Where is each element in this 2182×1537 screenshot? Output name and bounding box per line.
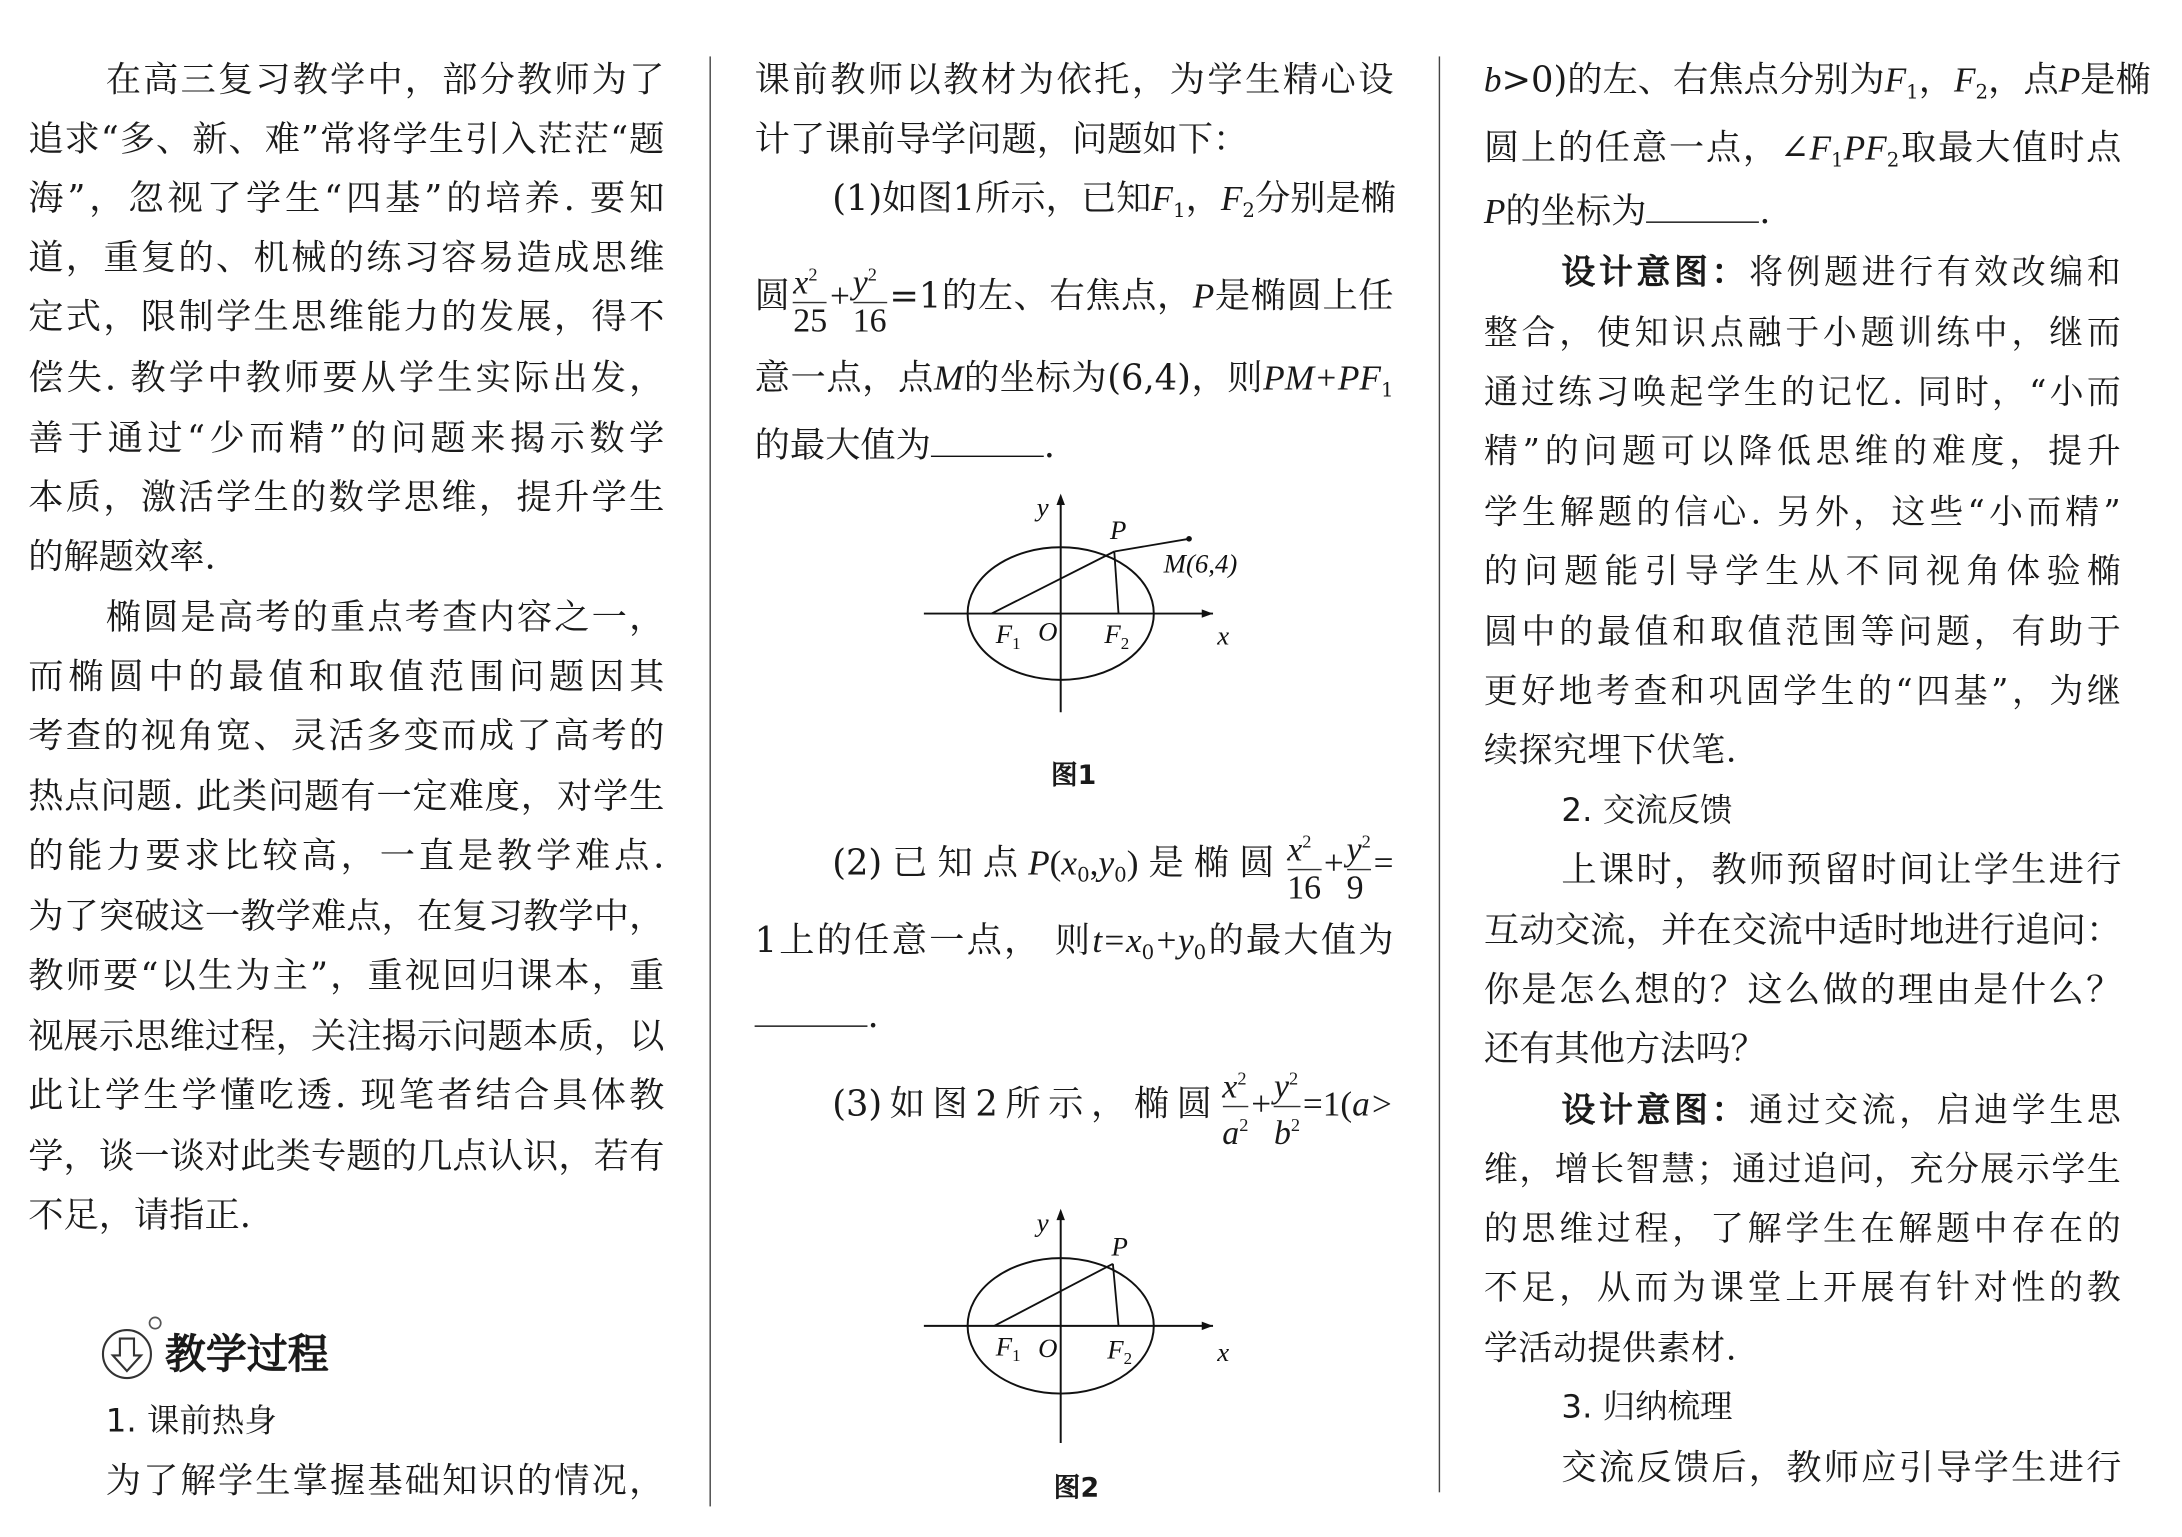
design-intent-line: 整合，使知识点融于小题训练中，继而	[1483, 313, 2122, 353]
math-var: P	[1483, 193, 1506, 232]
y-axis-arrow-icon	[1056, 494, 1064, 505]
text: (1)如图1所示，已知	[832, 177, 1152, 219]
math-var: F	[1865, 129, 1887, 168]
math-var: P	[1192, 277, 1215, 316]
paragraph-line: 在高三复习教学中，部分教师为了	[105, 59, 665, 101]
column-3	[1483, 0, 2151, 1537]
paragraph-line: 课前教师以教材为依托，为学生精心设	[754, 59, 1394, 101]
text: (2)已知点	[832, 842, 1029, 883]
subscript: 0	[1114, 864, 1127, 888]
math-var: F	[1884, 62, 1907, 101]
p-label: P	[1111, 1231, 1128, 1262]
x-axis-arrow-icon	[1202, 609, 1213, 617]
math-var: F	[1954, 62, 1976, 101]
paragraph-line: 善于通过“少而精”的问题来揭示数学	[28, 417, 665, 459]
fraction	[793, 257, 827, 340]
exponent: 2	[1237, 1067, 1247, 1089]
text: 的最大值为	[1206, 919, 1394, 961]
subscript: 2	[1242, 200, 1255, 223]
question-1-line	[832, 169, 1397, 228]
paragraph-line: 海”，忽视了学生“四基”的培养. 要知	[28, 177, 665, 219]
paragraph-line: 的解题效率.	[28, 535, 216, 577]
paragraph-line: 视展示思维过程，关注揭示问题本质，以	[28, 1015, 665, 1057]
paragraph-line: 热点问题. 此类问题有一定难度，对学生	[28, 775, 665, 817]
paragraph-line: 教师要“以生为主”，重视回归课本，重	[28, 954, 665, 996]
question-1-line	[755, 416, 1394, 475]
text: 是椭圆上任	[1214, 275, 1394, 316]
subscript: 1	[1831, 149, 1844, 173]
text: 的坐标为(6,4)，则	[963, 356, 1264, 398]
math-var: P	[1843, 129, 1866, 168]
subscript: 2	[1975, 81, 1989, 105]
origin-label: O	[1038, 616, 1058, 647]
numerator: x	[1222, 1069, 1238, 1106]
text: 取最大值时点	[1899, 126, 2122, 168]
design-intent-line: 精”的问题可以降低思维的难度，提升	[1483, 431, 2122, 472]
fraction	[853, 257, 887, 340]
plus: +	[829, 277, 850, 316]
section-arrow-icon	[96, 1309, 167, 1382]
text: 分别是椭	[1254, 177, 1397, 219]
text: 圆	[754, 275, 791, 316]
text: (3)如图2所示，椭圆	[832, 1083, 1220, 1125]
fraction	[1274, 1061, 1300, 1153]
f1-label: $F_1$	[995, 1331, 1021, 1366]
math-var: F	[1151, 180, 1173, 219]
exponent: 2	[1288, 1067, 1299, 1089]
origin-label: O	[1038, 1332, 1058, 1363]
numerator: y	[852, 265, 868, 302]
math-var: F	[1809, 129, 1832, 168]
paragraph-line: 的能力要求比较高，一直是教学难点.	[28, 835, 665, 876]
exponent: 2	[867, 263, 877, 285]
x-label: x	[1217, 620, 1230, 651]
text: 是椭圆	[1138, 842, 1285, 883]
paragraph-line: 椭圆是高考的重点考查内容之一，	[105, 596, 665, 638]
text: 是椭	[2080, 59, 2151, 101]
math-expr: PM+PF	[1263, 359, 1381, 398]
segment-pf1	[994, 1264, 1112, 1326]
question-1-line	[754, 257, 1394, 340]
design-intent-line	[1561, 243, 2121, 302]
column-2	[754, 0, 1397, 1537]
subscript: 1	[1172, 200, 1186, 223]
paragraph-line: 本质，激活学生的数学思维，提升学生	[28, 476, 665, 518]
f2-label: $F_2$	[1104, 619, 1130, 653]
text: 的坐标为	[1505, 190, 1647, 232]
denominator: a	[1222, 1115, 1240, 1153]
x-label: x	[1217, 1337, 1230, 1368]
paragraph-line: 还有其他方法吗？	[1483, 1028, 1766, 1070]
paragraph-line: 偿失. 教学中教师要从学生实际出发，	[28, 356, 665, 398]
paragraph-line: 为了解学生掌握基础知识的情况，	[105, 1459, 665, 1501]
math-expr: +y	[1154, 922, 1194, 961]
math-expr: t=x	[1092, 922, 1142, 961]
exponent: 2	[1361, 830, 1371, 852]
denominator: 16	[852, 303, 887, 340]
design-intent-line: 的问题能引导学生从不同视角体验椭	[1483, 551, 2122, 591]
fraction	[1222, 1061, 1248, 1153]
text: .	[1759, 190, 1771, 232]
design-intent-line	[1561, 1080, 2121, 1139]
fraction	[1347, 824, 1371, 907]
paragraph-line: 不足，请指正.	[28, 1194, 252, 1236]
denominator: b	[1273, 1115, 1291, 1153]
design-intent-line: 更好地考查和巩固学生的“四基”，为继	[1483, 671, 2122, 711]
denominator: 9	[1347, 869, 1371, 907]
answer-blank	[755, 989, 868, 1027]
text: 圆上的任意一点，∠	[1483, 126, 1810, 168]
figure-2-caption: 图2	[1053, 1472, 1100, 1504]
f2-label: $F_2$	[1107, 1334, 1133, 1368]
figure-2-ellipse-diagram	[910, 1192, 1404, 1460]
question-3-line	[1484, 182, 2122, 241]
denominator: 25	[793, 303, 828, 340]
paragraph-line: 交流反馈后，教师应引导学生进行	[1561, 1447, 2122, 1489]
design-intent-line: 通过练习唤起学生的记忆. 同时，“小而	[1483, 372, 2122, 412]
math-var: b	[1483, 62, 1502, 101]
paragraph-line: 计了课前导学问题，问题如下：	[754, 118, 1249, 160]
design-intent-line: 不足，从而为课堂上开展有针对性的教	[1483, 1268, 2122, 1308]
math-var: M	[933, 359, 964, 398]
text: 的最大值为	[754, 424, 931, 466]
answer-blank	[1646, 185, 1759, 223]
subscript: 0	[1141, 942, 1155, 965]
section-title: 教学过程	[165, 1330, 329, 1379]
subscript: 1	[1380, 379, 1394, 402]
y-label: y	[1036, 1207, 1049, 1238]
x-axis-arrow-icon	[1202, 1322, 1213, 1330]
text: =1(	[1302, 1086, 1353, 1125]
math-var: F	[1220, 180, 1243, 219]
subsection-title: 2. 交流反馈	[1561, 792, 1733, 830]
text: 将例题进行有效改编和	[1749, 252, 2122, 292]
design-intent-line: 续探究埋下伏笔.	[1483, 730, 1738, 771]
paragraph-line: 为了突破这一教学难点，在复习教学中，	[28, 895, 665, 937]
numerator: y	[1346, 832, 1362, 869]
paragraph-line: 考查的视角宽、灵活多变而成了高考的	[28, 715, 665, 757]
design-intent-line: 学活动提供素材.	[1483, 1328, 1738, 1369]
text: ，	[1185, 177, 1221, 219]
text: 通过交流，启迪学生思	[1749, 1090, 2122, 1130]
text: .	[1043, 424, 1056, 466]
subscript: 1	[1906, 81, 1919, 105]
paragraph-line: 上课时，教师预留时间让学生进行	[1561, 849, 2122, 891]
math-var: y	[1098, 844, 1115, 883]
question-2-line	[755, 986, 1394, 1045]
subsection-title: 1. 课前热身	[105, 1403, 277, 1441]
question-3-line: b>0)的左、右焦点分别为$F_1$，$F_2$，点P是椭	[1483, 59, 2151, 105]
paragraph-line: 此让学生学懂吃透. 现笔者结合具体教	[28, 1074, 665, 1116]
subscript: 0	[1077, 864, 1090, 888]
y-label: y	[1036, 492, 1049, 523]
text: .	[867, 994, 879, 1036]
numerator: y	[1273, 1069, 1289, 1106]
design-intent-line: 学生解题的信心. 另外，这些“小而精”	[1483, 492, 2122, 532]
column-divider	[1439, 56, 1440, 1492]
design-intent-line: 圆中的最值和取值范围等问题，有助于	[1483, 612, 2122, 652]
exponent: 2	[1302, 830, 1312, 852]
paragraph-line: 学，谈一谈对此类专题的几点认识，若有	[28, 1135, 665, 1177]
design-intent-label: 设计意图：	[1561, 1090, 1750, 1130]
subsection-title: 3. 归纳梳理	[1561, 1389, 1733, 1427]
text: 意一点，点	[754, 356, 934, 398]
text: >0)的左、右焦点分别为	[1501, 59, 1885, 101]
exponent: 2	[1239, 1114, 1249, 1136]
denominator: 16	[1287, 870, 1322, 907]
design-intent-line: 的思维过程，了解学生在解题中存在的	[1483, 1208, 2122, 1249]
text: =1的左、右焦点，	[889, 275, 1193, 316]
exponent: 2	[808, 263, 818, 285]
m-label: M(6,4)	[1163, 548, 1238, 579]
text: ，点	[1988, 59, 2059, 101]
question-1-line	[755, 348, 1394, 407]
text: 1上的任意一点， 则	[754, 919, 1093, 961]
subscript: 0	[1193, 942, 1207, 965]
figure-1-caption: 图1	[1050, 760, 1097, 792]
math-var: P	[2058, 62, 2081, 101]
math-var: P	[1028, 844, 1050, 883]
paragraph-line: 而椭圆中的最值和取值范围问题因其	[28, 655, 665, 697]
column-divider	[709, 56, 710, 1506]
design-intent-line: 维，增长智慧；通过追问，充分展示学生	[1483, 1149, 2122, 1190]
question-3-line	[1484, 118, 2122, 177]
paragraph-line: 互动交流，并在交流中适时地进行追问：	[1483, 909, 2122, 951]
fraction	[1287, 824, 1321, 907]
subscript: 2	[1886, 149, 1900, 173]
design-intent-label: 设计意图：	[1561, 252, 1750, 292]
question-2-line	[755, 911, 1394, 970]
answer-blank	[931, 419, 1044, 457]
paragraph-line: 你是怎么想的？这么做的理由是什么？	[1483, 969, 2122, 1010]
numerator: x	[793, 265, 809, 302]
question-2-line: (2)已知点$P(x_0,y_0)$是椭圆 $\frac{x^2}{16}$ + $\frac{y^2}{9}$ =	[832, 824, 1393, 883]
math-var: x	[1061, 844, 1078, 883]
figure-1-ellipse-diagram	[910, 480, 1404, 748]
segment-pf1	[992, 552, 1115, 614]
column-1	[28, 0, 664, 1537]
p-label: P	[1110, 514, 1127, 545]
point-m	[1186, 536, 1192, 542]
math-expr: a>	[1352, 1086, 1394, 1125]
exponent: 2	[1290, 1114, 1301, 1136]
paragraph-line: 追求“多、新、难”常将学生引入茫茫“题	[28, 118, 665, 160]
numerator: x	[1287, 832, 1303, 869]
f1-label: $F_1$	[995, 619, 1021, 653]
paragraph-line: 道，重复的、机械的练习容易造成思维	[28, 236, 665, 278]
question-3-line: (3)如图2所示，椭圆 $\frac{x^2}{a^2}$ + $\frac{y^2}{b^2}$ =1(a>	[832, 1061, 1393, 1120]
y-axis-arrow-icon	[1056, 1209, 1064, 1220]
equals: =	[1373, 844, 1394, 883]
paragraph-line: 定式，限制学生思维能力的发展，得不	[28, 296, 665, 338]
